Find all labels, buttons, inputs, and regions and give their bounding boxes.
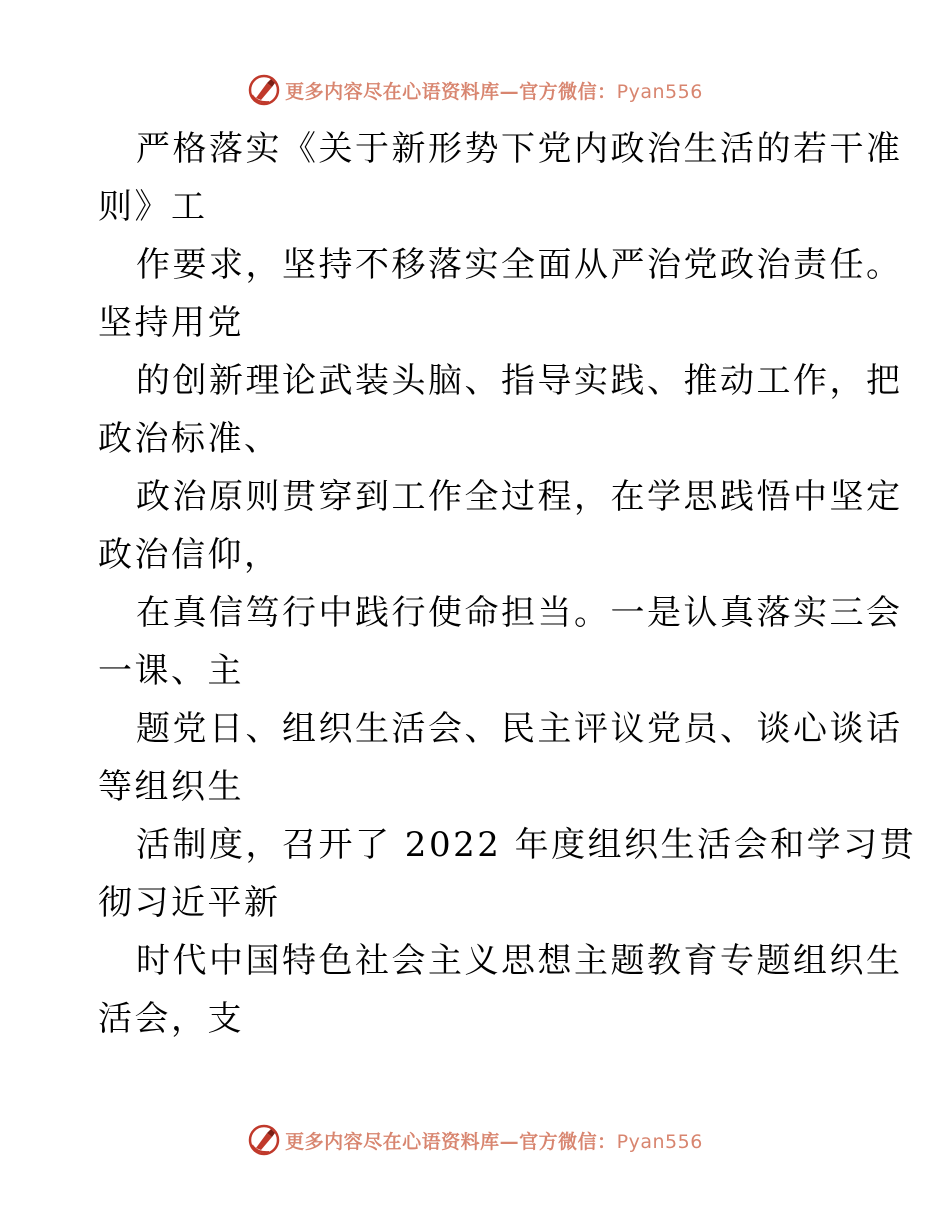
body-text-line: 政治标准、	[98, 419, 281, 459]
body-text-line: 彻习近平新	[98, 883, 281, 923]
footer-banner	[0, 1120, 950, 1160]
document-body	[98, 120, 917, 1048]
body-text-line: 等组织生	[98, 767, 244, 807]
footer-wechat-account: Pyan556	[616, 1130, 703, 1153]
body-text-line: 活制度，召开了 2022 年度组织生活会和学习贯	[136, 825, 917, 865]
header-banner	[0, 70, 950, 110]
body-text-line: 活会，支	[98, 999, 244, 1039]
body-text-line: 则》工	[98, 187, 208, 227]
body-text-line: 严格落实《关于新形势下党内政治生活的若干准	[136, 129, 903, 169]
body-text-line: 一课、主	[98, 651, 244, 691]
header-wechat-account: Pyan556	[616, 80, 703, 103]
footer-banner-text: 更多内容尽在心语资料库—官方微信：Pyan556	[285, 1130, 703, 1153]
header-banner-text: 更多内容尽在心语资料库—官方微信：Pyan556	[285, 80, 703, 103]
pen-nib-logo-icon	[247, 1123, 281, 1157]
body-text-line: 的创新理论武装头脑、指导实践、推动工作，把	[136, 361, 903, 401]
body-text-line: 作要求，坚持不移落实全面从严治党政治责任。	[136, 245, 903, 285]
body-text-line: 时代中国特色社会主义思想主题教育专题组织生	[136, 941, 903, 981]
body-text-line: 题党日、组织生活会、民主评议党员、谈心谈话	[136, 709, 903, 749]
body-text-line: 政治信仰，	[98, 535, 281, 575]
body-text-line: 坚持用党	[98, 303, 244, 343]
body-text-line: 政治原则贯穿到工作全过程，在学思践悟中坚定	[136, 477, 903, 517]
pen-nib-logo-icon	[247, 73, 281, 107]
body-text-line: 在真信笃行中践行使命担当。一是认真落实三会	[136, 593, 903, 633]
